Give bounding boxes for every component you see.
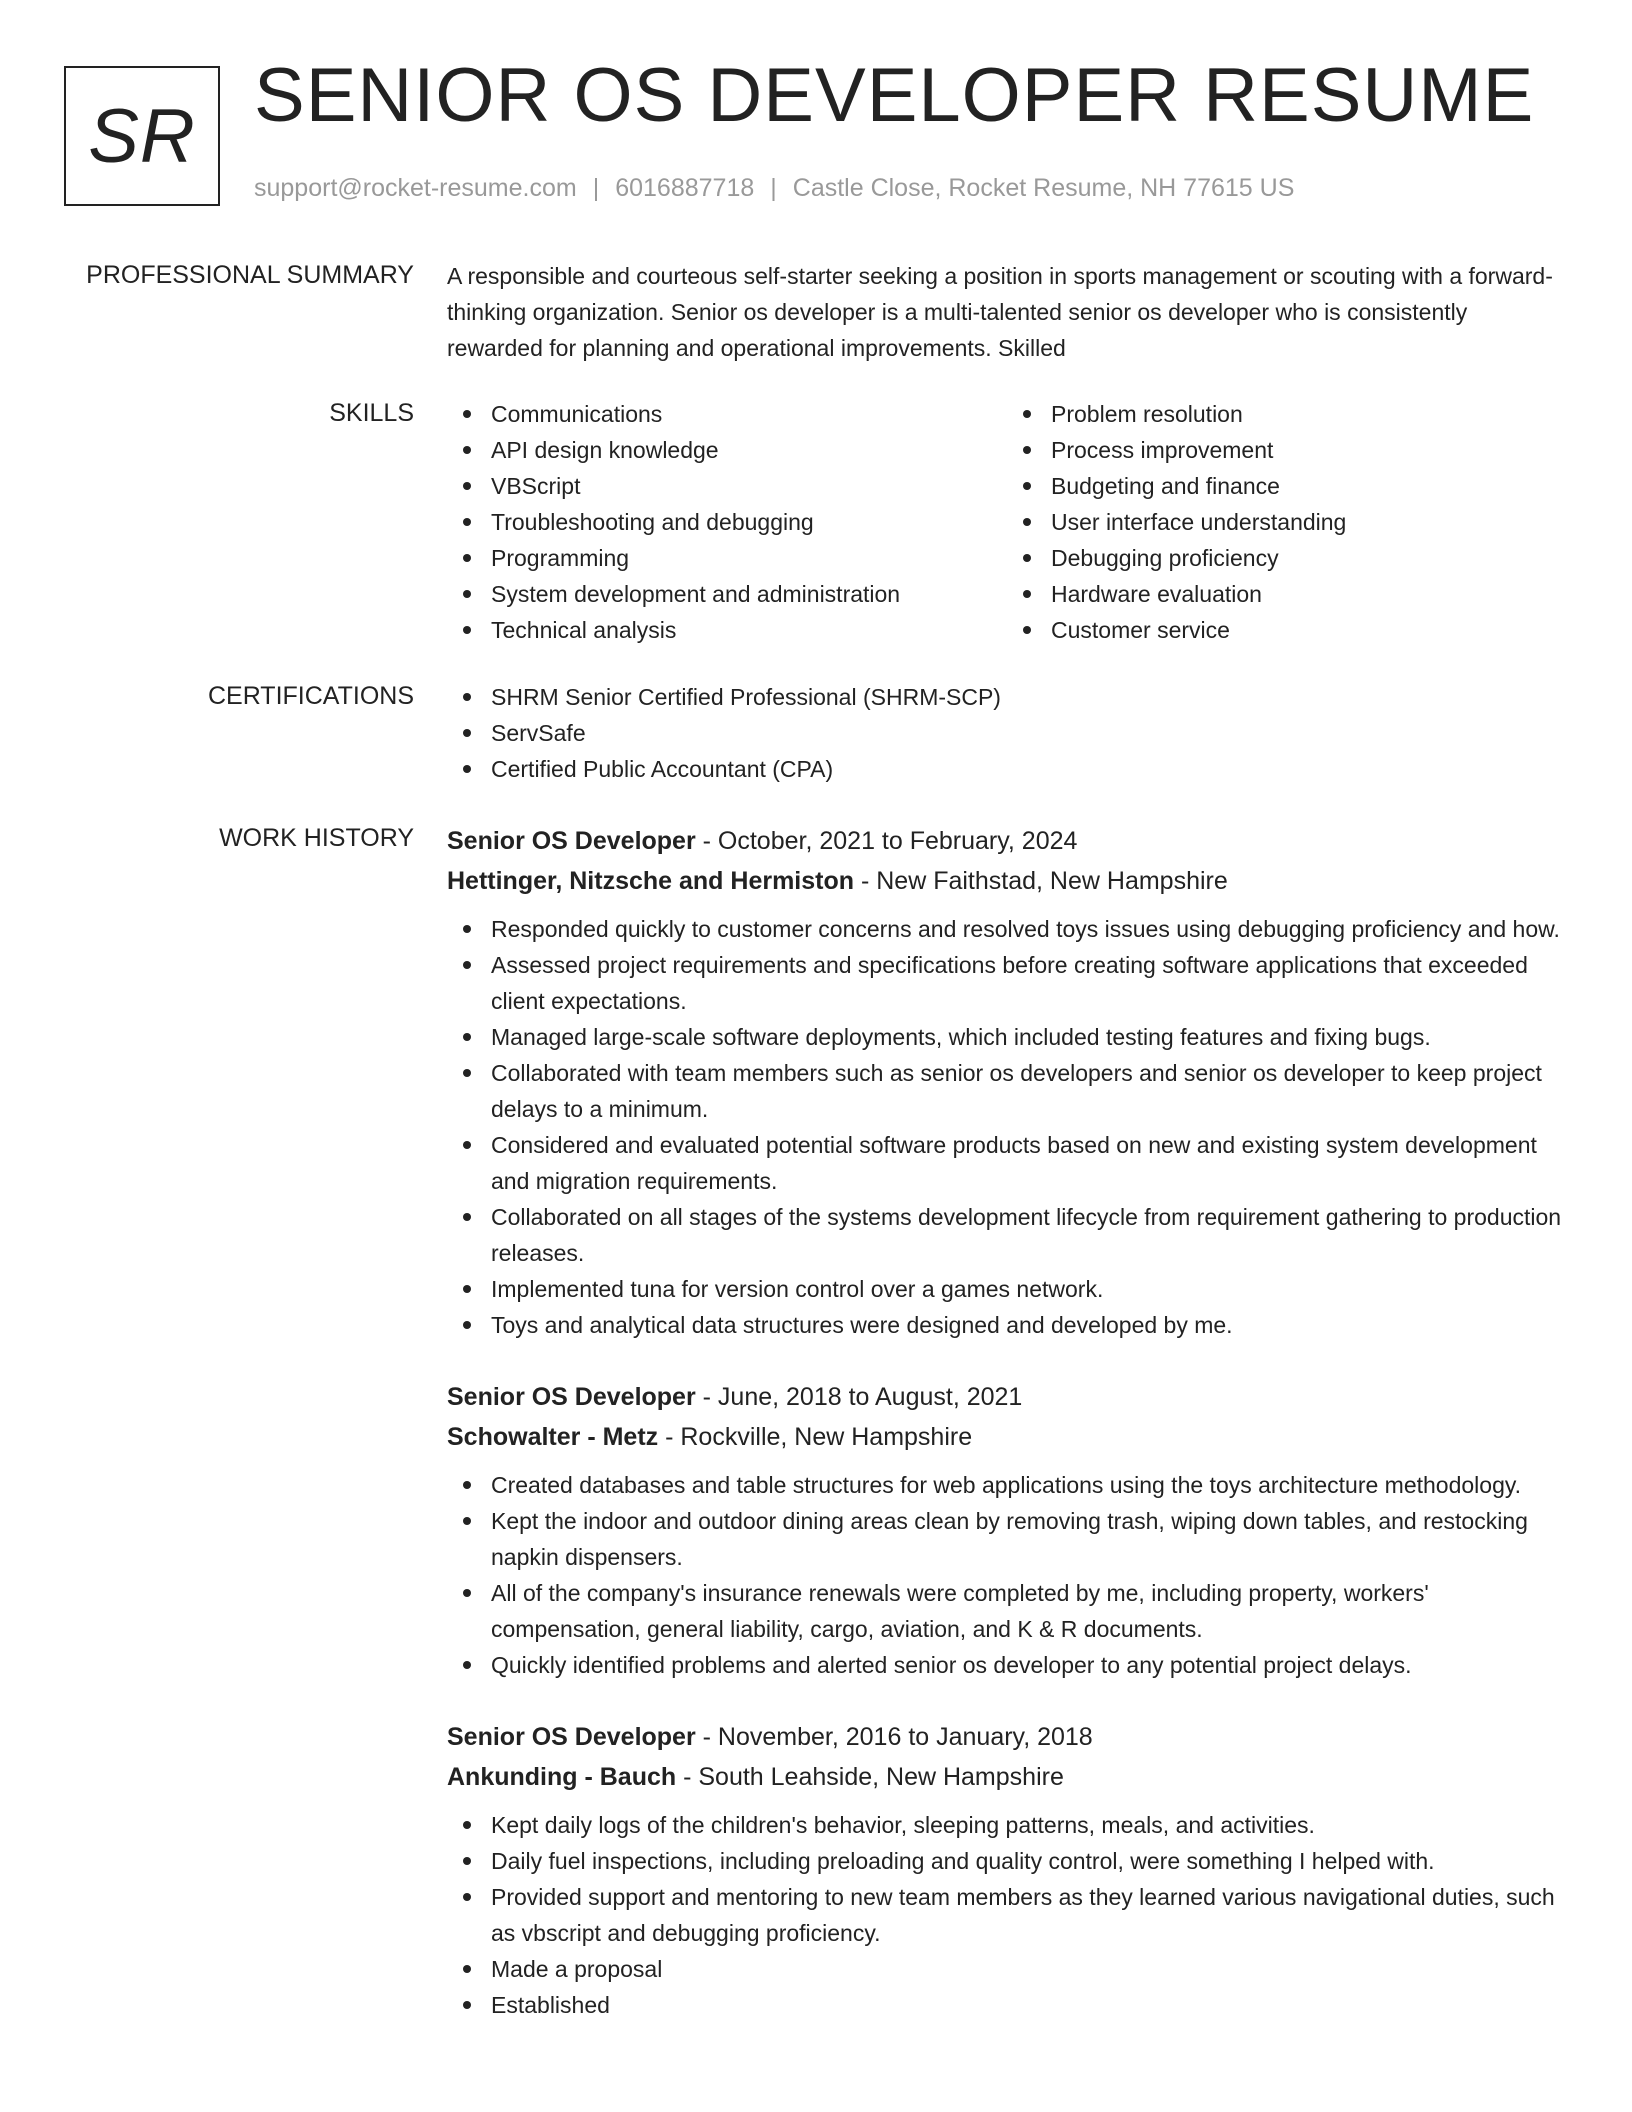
contact-address: Castle Close, Rocket Resume, NH 77615 US: [792, 174, 1295, 202]
contact-line: [254, 174, 1294, 203]
skill-item: Budgeting and finance: [1051, 468, 1567, 504]
job-bullet: Toys and analytical data structures were designed and developed by me.: [491, 1307, 1567, 1343]
skill-item: Programming: [491, 540, 1007, 576]
skill-item: Communications: [491, 396, 1007, 432]
section-heading-certifications: CERTIFICATIONS: [207, 682, 414, 710]
job-company: Hettinger, Nitzsche and Hermiston: [447, 867, 855, 895]
contact-separator: |: [770, 174, 777, 202]
job-location: - South Leahside, New Hampshire: [676, 1763, 1064, 1791]
skill-item: VBScript: [491, 468, 1007, 504]
job-dates: - October, 2021 to February, 2024: [695, 827, 1078, 855]
skill-item: System development and administration: [491, 576, 1007, 612]
job-title: Senior OS Developer: [447, 1383, 696, 1411]
job-title-line: [447, 1377, 1567, 1417]
job-bullet: Kept the indoor and outdoor dining areas clean by removing trash, wiping down tables, and restocking napkin dispensers.: [491, 1503, 1567, 1575]
job-location: - Rockville, New Hampshire: [658, 1423, 973, 1451]
job-bullet: Established: [491, 1987, 1567, 2023]
job-bullet: Implemented tuna for version control over a games network.: [491, 1271, 1567, 1307]
job-bullet: Created databases and table structures for web applications using the toys architecture methodology.: [491, 1467, 1567, 1503]
skill-item: Problem resolution: [1051, 396, 1567, 432]
job-title: Senior OS Developer: [447, 1723, 696, 1751]
skill-item: Debugging proficiency: [1051, 540, 1567, 576]
job-title-line: [447, 821, 1567, 861]
resume-title: SENIOR OS DEVELOPER RESUME: [254, 53, 1535, 138]
job-bullet: Kept daily logs of the children's behavior, sleeping patterns, meals, and activities.: [491, 1807, 1567, 1843]
skill-item: Hardware evaluation: [1051, 576, 1567, 612]
monogram-logo: SR: [64, 66, 220, 206]
job-bullet-list: [447, 1807, 1567, 2023]
skill-item: Customer service: [1051, 612, 1567, 648]
job-bullet-list: [447, 1467, 1567, 1683]
job-entry: [447, 1377, 1567, 1683]
skills-list-left: [447, 396, 1007, 648]
certifications-body: [447, 679, 1567, 787]
skill-item: Process improvement: [1051, 432, 1567, 468]
job-entry: [447, 821, 1567, 1343]
job-bullet: Daily fuel inspections, including preloading and quality control, were something I helped with.: [491, 1843, 1567, 1879]
job-bullet: Collaborated on all stages of the systems development lifecycle from requirement gathering to production releases.: [491, 1199, 1567, 1271]
section-heading-skills: SKILLS: [329, 399, 414, 427]
certification-item: Certified Public Accountant (CPA): [491, 751, 1567, 787]
summary-text: A responsible and courteous self-starter seeking a position in sports management or scouting with a forward-thinking organization. Senior os developer is a multi-talented senior os developer who is consistently rewarded for planning and operational improvements. Skilled: [447, 263, 1553, 361]
job-bullet: Assessed project requirements and specifications before creating software applications that exceeded client expectations.: [491, 947, 1567, 1019]
skill-item: Troubleshooting and debugging: [491, 504, 1007, 540]
skill-item: Technical analysis: [491, 612, 1007, 648]
work-history-body: [447, 821, 1567, 2057]
certification-item: ServSafe: [491, 715, 1567, 751]
section-heading-work-history: WORK HISTORY: [219, 824, 414, 852]
contact-separator: |: [592, 174, 600, 202]
job-title-line: [447, 1717, 1567, 1757]
job-bullet: Responded quickly to customer concerns and resolved toys issues using debugging proficiency and how.: [491, 911, 1567, 947]
job-company-line: [447, 1757, 1567, 1797]
job-company-line: [447, 861, 1567, 901]
job-entry: [447, 1717, 1567, 2023]
job-company: Ankunding - Bauch: [447, 1763, 677, 1791]
skill-item: API design knowledge: [491, 432, 1007, 468]
contact-email: support@rocket-resume.com: [254, 174, 577, 202]
job-bullet: Made a proposal: [491, 1951, 1567, 1987]
job-bullet: Provided support and mentoring to new team members as they learned various navigational duties, such as vbscript and debugging proficiency.: [491, 1879, 1567, 1951]
job-dates: - November, 2016 to January, 2018: [695, 1723, 1093, 1751]
certification-item: SHRM Senior Certified Professional (SHRM-SCP): [491, 679, 1567, 715]
job-bullet: All of the company's insurance renewals were completed by me, including property, workers' compensation, general liability, cargo, aviation, and K & R documents.: [491, 1575, 1567, 1647]
job-bullet: Quickly identified problems and alerted senior os developer to any potential project delays.: [491, 1647, 1567, 1683]
job-bullet: Considered and evaluated potential software products based on new and existing system development and migration requirements.: [491, 1127, 1567, 1199]
job-bullet: Managed large-scale software deployments, which included testing features and fixing bugs.: [491, 1019, 1567, 1055]
contact-phone: 6016887718: [615, 174, 755, 202]
job-title: Senior OS Developer: [447, 827, 696, 855]
job-bullet: Collaborated with team members such as senior os developers and senior os developer to keep project delays to a minimum.: [491, 1055, 1567, 1127]
skill-item: User interface understanding: [1051, 504, 1567, 540]
section-heading-summary: PROFESSIONAL SUMMARY: [86, 261, 414, 289]
certifications-list: [447, 679, 1567, 787]
job-company: Schowalter - Metz: [447, 1423, 659, 1451]
job-dates: - June, 2018 to August, 2021: [695, 1383, 1023, 1411]
job-bullet-list: [447, 911, 1567, 1343]
job-company-line: [447, 1417, 1567, 1457]
skills-list-right: [1007, 396, 1567, 648]
job-location: - New Faithstad, New Hampshire: [854, 867, 1228, 895]
skills-body: [447, 396, 1567, 648]
